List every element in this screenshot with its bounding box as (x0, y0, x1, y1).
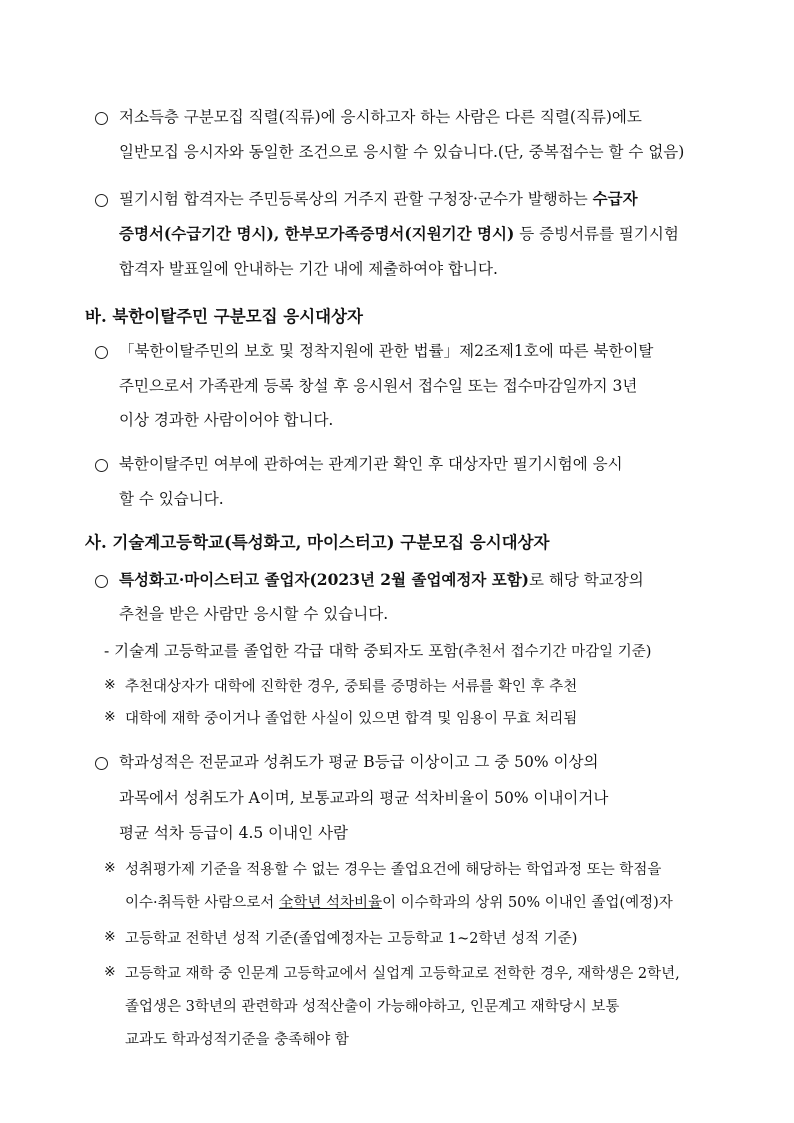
section-heading: 사. 기술계고등학교(특성화고, 마이스터고) 구분모집 응시대상자 (85, 533, 550, 552)
bullet-circle-icon (95, 575, 108, 588)
bold-text: 증명서(수급기간 명시), 한부모가족증명서(지원기간 명시) (119, 224, 515, 243)
text-span: 필기시험 합격자는 주민등록상의 거주지 관할 구청장·군수가 발행하는 (119, 190, 593, 208)
text-line: 추천을 받은 사람만 응시할 수 있습니다. (119, 605, 389, 623)
text-line: 합격자 발표일에 안내하는 기간 내에 제출하여야 합니다. (119, 260, 498, 278)
text-span: 이 이수학과의 상위 50% 이내인 졸업(예정)자 (382, 895, 673, 911)
text-line: 저소득층 구분모집 직렬(직류)에 응시하고자 하는 사람은 다른 직렬(직류)에도 (119, 108, 642, 126)
text-line: 과목에서 성취도가 A이며, 보통교과의 평균 석차비율이 50% 이내이거나 (119, 789, 609, 807)
bullet-circle-icon (95, 194, 108, 207)
note-line: 대학에 재학 중이거나 졸업한 사실이 있으면 합격 및 임용이 무효 처리됨 (125, 711, 578, 727)
text-span: - 기술계 고등학교를 졸업한 각급 대학 중퇴자도 포함 (104, 642, 459, 660)
note-line: 졸업생은 3학년의 관련학과 성적산출이 가능해야하고, 인문계고 재학당시 보통 (125, 999, 620, 1015)
text-line: 이상 경과한 사람이어야 합니다. (119, 411, 334, 429)
note-mark-icon: ※ (104, 677, 116, 693)
underlined-text: 全학년 석차비율 (278, 895, 383, 911)
bullet-circle-icon (95, 346, 108, 359)
bold-text: 특성화고·마이스터고 졸업자(2023년 2월 졸업예정자 포함) (119, 570, 530, 589)
section-heading: 바. 북한이탈주민 구분모집 응시대상자 (85, 307, 364, 326)
text-line: 평균 석차 등급이 4.5 이내인 사람 (119, 824, 348, 842)
text-line: 일반모집 응시자와 동일한 조건으로 응시할 수 있습니다.(단, 중복접수는 할 수 없음) (119, 143, 685, 161)
text-line: 북한이탈주민 여부에 관하여는 관계기관 확인 후 대상자만 필기시험에 응시 (119, 455, 623, 473)
note-mark-icon: ※ (104, 860, 116, 876)
text-line (119, 569, 644, 591)
note-mark-icon: ※ (104, 964, 116, 980)
text-span: 이수·취득한 사람으로서 (125, 895, 279, 911)
note-line: 성취평가제 기준을 적용할 수 없는 경우는 졸업요건에 해당하는 학업과정 또는 학점을 (125, 862, 662, 878)
note-line (125, 892, 673, 914)
text-line (119, 223, 679, 245)
text-line: 「북한이탈주민의 보호 및 정착지원에 관한 법률」제2조제1호에 따른 북한이탈 (119, 342, 654, 360)
note-line: 추천대상자가 대학에 진학한 경우, 중퇴를 증명하는 서류를 확인 후 추천 (125, 679, 578, 695)
text-line: 주민으로서 가족관계 등록 창설 후 응시원서 접수일 또는 접수마감일까지 3년 (119, 377, 638, 395)
bold-text: 수급자 (592, 189, 638, 208)
text-line: 할 수 있습니다. (119, 490, 224, 508)
text-line (119, 188, 638, 210)
bullet-circle-icon (95, 459, 108, 472)
note-mark-icon: ※ (104, 709, 116, 725)
small-text: (추천서 접수기간 마감일 기준) (458, 644, 652, 660)
bullet-circle-icon (95, 112, 108, 125)
text-line: 학과성적은 전문교과 성취도가 평균 B등급 이상이고 그 중 50% 이상의 (119, 753, 599, 771)
note-line: 고등학교 전학년 성적 기준(졸업예정자는 고등학교 1~2학년 성적 기준) (125, 931, 578, 947)
note-mark-icon: ※ (104, 929, 116, 945)
text-span: 로 해당 학교장의 (529, 571, 644, 589)
text-span: 등 증빙서류를 필기시험 (514, 225, 679, 243)
note-line: 고등학교 재학 중 인문계 고등학교에서 실업계 고등학교로 전학한 경우, 재학생은 2학년, (125, 966, 680, 982)
dash-item (104, 640, 651, 663)
note-line: 교과도 학과성적기준을 충족해야 함 (125, 1032, 349, 1048)
bullet-circle-icon (95, 757, 108, 770)
